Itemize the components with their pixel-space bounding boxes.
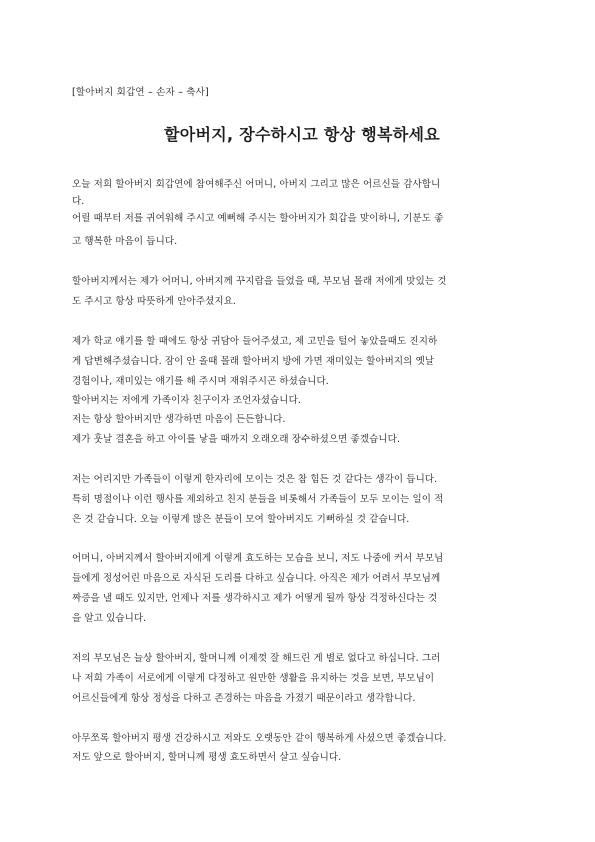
document-title: 할아버지, 장수하시고 항상 행복하세요 [163,125,441,144]
body-line: 특히 명절이나 이런 행사를 제외하고 친지 분들을 비롯해서 가족들이 모두 모이는 일이 적 [72,494,444,505]
body-line: 저도 앞으로 할아버지, 할머니께 평생 효도하면서 살고 싶습니다. [72,752,342,763]
body-line: 짜증을 낼 때도 있지만, 언제나 저를 생각하시고 제가 어떻게 될까 항상 걱정하신다는 것 [72,593,438,604]
document-header-tag: [할아버지 회갑연 – 손자 – 축사] [72,87,209,98]
body-line: 어르신들에게 항상 정성을 다하고 존경하는 마음을 가졌기 때문이라고 생각합니다. [72,693,416,704]
body-line: 저의 부모님은 늘상 할아버지, 할머니께 이제껏 잘 해드린 게 별로 없다고 하십니다. 그러 [72,653,441,664]
body-line: 은 것 같습니다. 오늘 이렇게 많은 분들이 모여 할아버지도 기뻐하실 것 같습니다. [72,514,410,525]
body-line: 아무쪼록 할아버지 평생 건강하시고 저와도 오랫동안 같이 행복하게 사셨으면 좋겠습니다. [72,733,447,744]
body-line: 어릴 때부터 저를 귀여워해 주시고 예뻐해 주시는 할아버지가 회갑을 맞이하니, 기분도 좋 [72,213,444,224]
body-line: 어머니, 아버지께서 할아버지에게 이렇게 효도하는 모습을 보니, 저도 나중에 커서 부모님 [72,553,444,564]
body-line: 나 저희 가족이 서로에게 이렇게 다정하고 원만한 생활을 유지하는 것을 보면, 부모님이 [72,673,435,684]
body-line: 고 행복한 마음이 듭니다. [72,236,178,247]
body-line: 도 주시고 항상 따뜻하게 안아주셨지요. [72,296,237,307]
body-line: 할아버지는 저에게 가족이자 친구이자 조언자셨습니다. [72,395,301,406]
body-line: 저는 어리지만 가족들이 이렇게 한자리에 모이는 것은 참 힘든 것 같다는 생각이 듭니다. [72,474,438,485]
body-line: 경험이나, 재미있는 얘기를 해 주시며 재워주시곤 하셨습니다. [72,376,329,387]
body-line: 게 답변해주셨습니다. 잠이 안 올때 몰래 할아버지 방에 가면 재미있는 할아버지의 옛날 [72,356,435,367]
body-line: 저는 항상 할아버지만 생각하면 마음이 든든합니다. [72,414,286,425]
body-line: 제가 학교 얘기를 할 때에도 항상 귀담아 들어주셨고, 제 고민을 털어 놓았을때도 진지하 [72,336,438,347]
body-line: 할아버지께서는 제가 어머니, 아버지께 꾸지람을 들었을 때, 부모님 몰래 저에게 맛있는 것 [72,276,447,287]
body-line: 을 알고 있습니다. [72,613,147,624]
body-line: 들에게 정성어린 마음으로 자식된 도리를 다하고 싶습니다. 아직은 제가 어려서 부모님께 [72,573,441,584]
body-line: 오늘 저희 할아버지 회갑연에 참여해주신 어머니, 아버지 그리고 많은 어르신들 감사합니 [72,179,441,190]
body-line: 제가 훗날 결혼을 하고 아이를 낳을 때까지 오래오래 장수하셨으면 좋겠습니다. [72,434,401,445]
body-line: 다. [72,196,85,207]
